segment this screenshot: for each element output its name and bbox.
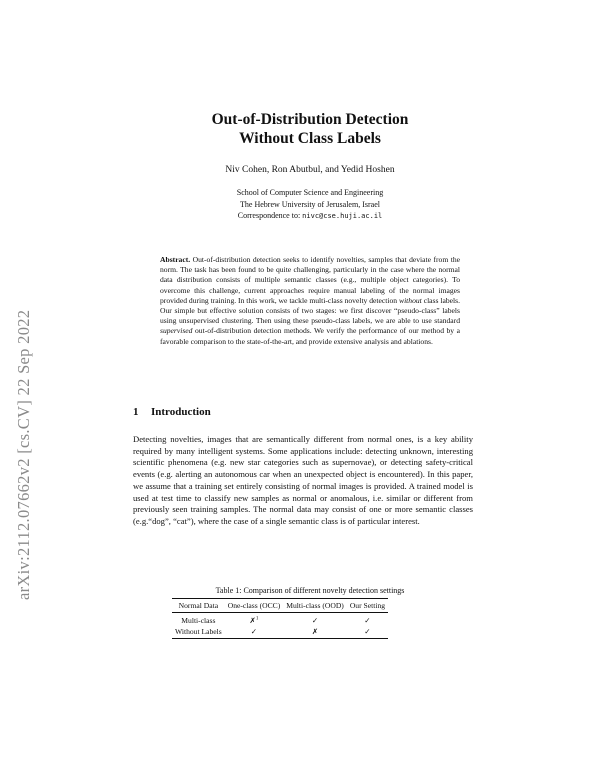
abstract-emphasis-supervised: supervised — [160, 326, 193, 336]
abstract-emphasis-without: without — [399, 295, 422, 305]
table-caption: Table 1: Comparison of different novelty detection settings — [215, 586, 405, 595]
affiliation-block — [150, 187, 470, 223]
abstract — [160, 255, 460, 347]
cross-mark: ✗ — [249, 616, 256, 625]
table-row — [172, 626, 388, 639]
cell-ood: ✗ — [283, 626, 347, 639]
footnote-marker: 1 — [255, 616, 259, 622]
header-normal-data: Normal Data — [172, 599, 225, 613]
section-number: 1 — [133, 406, 139, 418]
correspondence-email[interactable]: nivc@cse.huji.ac.il — [302, 212, 383, 220]
cell-ood: ✓ — [311, 616, 319, 625]
cell-ours: ✓ — [364, 616, 371, 625]
cell-ours: ✓ — [347, 626, 388, 639]
row-label: Without Labels — [172, 626, 225, 639]
arxiv-identifier-stamp: arXiv:2112.07662v2 [cs.CV] 22 Sep 2022 — [14, 309, 33, 600]
correspondence-line — [150, 210, 470, 223]
cell-occ — [225, 613, 284, 627]
section-title: Introduction — [151, 406, 211, 418]
affiliation-university: The Hebrew University of Jerusalem, Israel — [240, 199, 380, 209]
section-heading-introduction — [133, 406, 211, 418]
abstract-text-1: Out-of-distribution detection seeks to identify novelties, samples that deviate from the norm. The task has been found to be quite challenging, particularly in the case where the normal data distribution consists of multiple semantic classes (e.g., multiple object categories). To overcome this challenge, current approaches require manual labeling of the normal images provided during training. In this work, we tackle multi-class novelty detection — [160, 255, 460, 305]
header-multi-class: Multi-class (OOD) — [283, 599, 347, 613]
correspondence-label: Correspondence to: — [237, 211, 301, 220]
paper-title — [150, 110, 470, 148]
abstract-text-2: class labels. Our simple but effective solution consists of two stages: we first discover “pseudo-class” labels using unsupervised clustering. Then using these pseudo-class labels, we are able to use standard — [160, 295, 460, 326]
table-row — [172, 613, 388, 627]
cell-occ: ✓ — [225, 626, 284, 639]
header-our-setting: Our Setting — [347, 599, 388, 613]
title-line-1: Out-of-Distribution Detection — [211, 111, 409, 128]
abstract-text-3: out-of-distribution detection methods. We verify the performance of our method by a favorable comparison to the state-of-the-art, and provide extensive analysis and ablations. — [160, 326, 460, 346]
title-line-2: Without Class Labels — [239, 130, 381, 147]
header-one-class: One-class (OCC) — [225, 599, 284, 613]
comparison-table — [172, 598, 388, 639]
abstract-label: Abstract. — [160, 255, 191, 264]
table-header-row — [172, 599, 388, 613]
author-list: Niv Cohen, Ron Abutbul, and Yedid Hoshen — [225, 165, 395, 175]
row-label: Multi-class — [181, 616, 216, 625]
affiliation-school: School of Computer Science and Engineering — [236, 188, 384, 197]
introduction-paragraph: Detecting novelties, images that are semantically different from normal ones, is a key ability required by many intelligent systems. Some applications include: detecting unknown, interesting scientific phenomena (e.g. new star categories such as supernovae), or detecting safety-critical events (e.g. alerting an autonomous car when an unexpected object is encountered). In this paper, we assume that a training set entirely consisting of normal images is provided. A trained model is used at test time to classify new samples as normal or anomalous, i.e. similar or different from previously seen training samples. The normal data may consist of one or more semantic classes (e.g.“dog”, “cat”), where the case of a single semantic class is of particular interest. — [133, 434, 473, 526]
